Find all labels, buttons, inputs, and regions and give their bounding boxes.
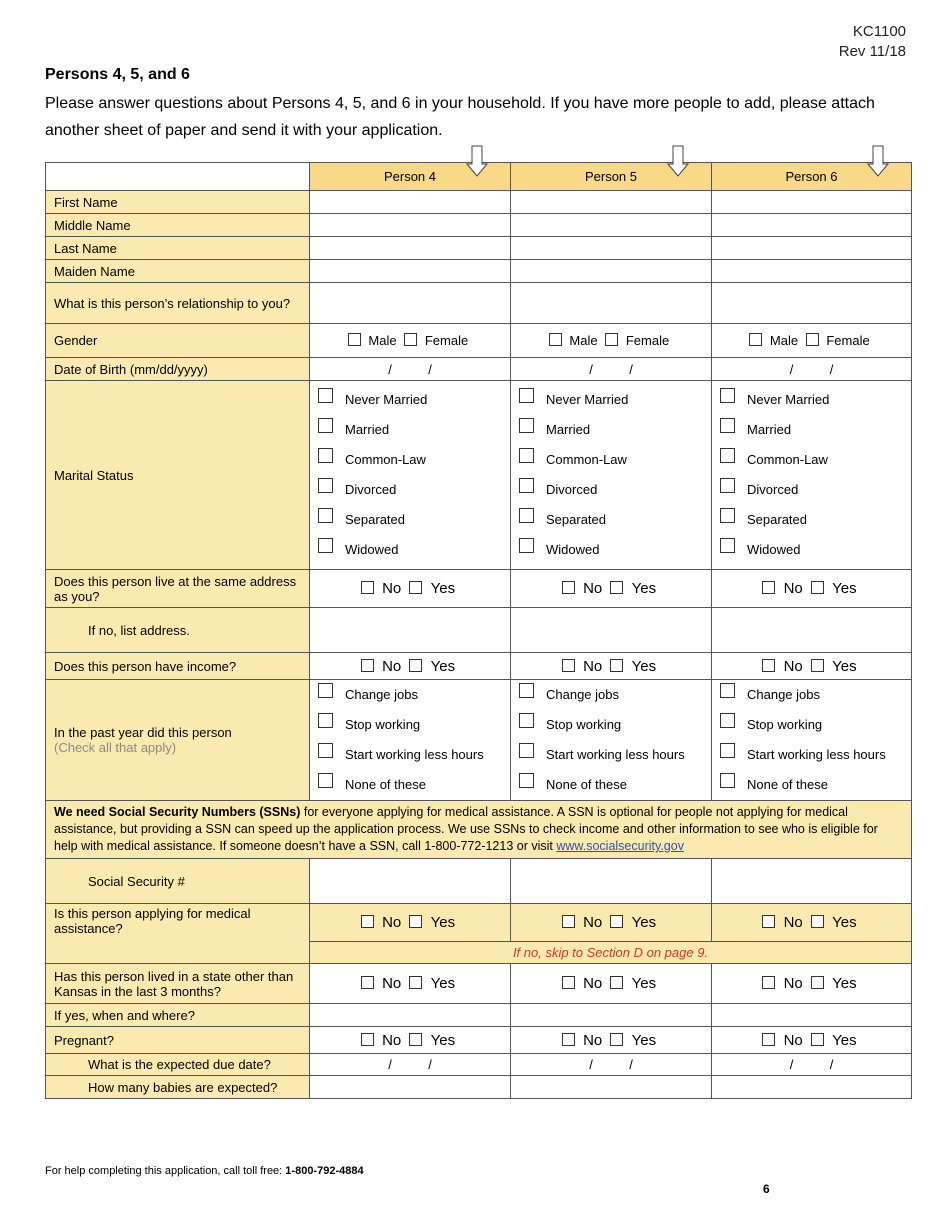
- footer-help: [45, 1165, 364, 1177]
- male-label: Male: [569, 333, 598, 348]
- common-law-label: Common-Law: [546, 452, 627, 467]
- column-header-person-4: [310, 163, 511, 191]
- never-married-checkbox[interactable]: [519, 388, 534, 403]
- down-arrow-icon: [667, 145, 689, 177]
- footer-phone: 1-800-792-4884: [285, 1165, 364, 1177]
- date-separator: /: [629, 1057, 633, 1072]
- widowed-label: Widowed: [345, 542, 399, 557]
- yes-label: Yes: [631, 657, 657, 675]
- same-address-row: [46, 570, 912, 608]
- female-label: Female: [424, 333, 469, 348]
- yes-checkbox[interactable]: [811, 659, 824, 672]
- yes-checkbox[interactable]: [811, 976, 824, 989]
- less-hours-label: Start working less hours: [345, 747, 484, 762]
- no-label: No: [583, 914, 603, 931]
- dob-field-person-4[interactable]: [310, 358, 511, 381]
- no-label: No: [583, 1031, 603, 1049]
- past-year-option: [318, 710, 502, 740]
- past-year-option: [720, 680, 903, 710]
- married-checkbox[interactable]: [519, 418, 534, 433]
- relationship-field-person-6[interactable]: [712, 283, 912, 324]
- other-state-row: [46, 964, 912, 1004]
- no-checkbox[interactable]: [762, 659, 775, 672]
- middle-name-field-person-6[interactable]: [712, 214, 912, 237]
- separated-checkbox[interactable]: [318, 508, 333, 523]
- ssn-field-person-5[interactable]: [511, 859, 712, 904]
- maiden-name-field-person-4[interactable]: [310, 260, 511, 283]
- marital-option: [318, 475, 502, 505]
- never-married-label: Never Married: [546, 392, 629, 407]
- yes-checkbox[interactable]: [610, 915, 623, 928]
- past-year-options-person-4: [310, 680, 511, 801]
- past-year-hint: (Check all that apply): [54, 740, 177, 755]
- down-arrow-icon: [867, 145, 889, 177]
- relationship-row: [46, 283, 912, 324]
- date-separator: /: [789, 1057, 794, 1072]
- ssn-field-person-6[interactable]: [712, 859, 912, 904]
- yes-checkbox[interactable]: [811, 581, 824, 594]
- none-of-these-label: None of these: [747, 777, 828, 792]
- yes-checkbox[interactable]: [610, 659, 623, 672]
- change-jobs-checkbox[interactable]: [720, 683, 735, 698]
- no-checkbox[interactable]: [361, 915, 374, 928]
- change-jobs-checkbox[interactable]: [519, 683, 534, 698]
- address-field-person-6[interactable]: [712, 608, 912, 653]
- no-label: No: [783, 657, 803, 675]
- none-of-these-checkbox[interactable]: [519, 773, 534, 788]
- no-label: No: [783, 975, 803, 992]
- marital-option: [519, 535, 703, 565]
- column-header-person-5: [511, 163, 712, 191]
- date-separator: /: [388, 1057, 392, 1072]
- stop-working-checkbox[interactable]: [318, 713, 333, 728]
- if-no-address-label: If no, list address.: [46, 608, 310, 653]
- maiden-name-field-person-5[interactable]: [511, 260, 712, 283]
- no-label: No: [382, 580, 402, 597]
- no-label: No: [783, 914, 803, 931]
- no-checkbox[interactable]: [562, 976, 575, 989]
- section-intro: Please answer questions about Persons 4, 5, and 6 in your household. If you have more people to add, please attach another sheet of paper and send it with your application.: [45, 95, 875, 139]
- same-address-label: Does this person live at the same address as you?: [46, 570, 310, 608]
- marital-option: [720, 535, 903, 565]
- last-name-row: [46, 237, 912, 260]
- past-year-label: [46, 680, 310, 801]
- common-law-checkbox[interactable]: [720, 448, 735, 463]
- female-checkbox[interactable]: [806, 333, 819, 346]
- male-checkbox[interactable]: [749, 333, 762, 346]
- female-label: Female: [826, 333, 870, 348]
- form-revision: Rev 11/18: [838, 43, 906, 60]
- change-jobs-label: Change jobs: [546, 687, 619, 702]
- skip-note: If no, skip to Section D on page 9.: [310, 942, 912, 964]
- yes-checkbox[interactable]: [409, 976, 422, 989]
- yes-checkbox[interactable]: [610, 581, 623, 594]
- common-law-label: Common-Law: [345, 452, 426, 467]
- maiden-name-row: [46, 260, 912, 283]
- pregnant-options-person-5: [511, 1027, 712, 1054]
- change-jobs-label: Change jobs: [345, 687, 418, 702]
- form-code: [839, 22, 906, 62]
- yes-checkbox[interactable]: [409, 1033, 422, 1046]
- married-checkbox[interactable]: [720, 418, 735, 433]
- due-date-field-person-5[interactable]: [511, 1054, 712, 1076]
- marital-status-row: [46, 381, 912, 570]
- separated-label: Separated: [345, 512, 405, 527]
- date-separator: /: [789, 361, 794, 377]
- less-hours-checkbox[interactable]: [720, 743, 735, 758]
- male-checkbox[interactable]: [549, 333, 562, 346]
- yes-label: Yes: [430, 580, 456, 597]
- when-where-label: If yes, when and where?: [46, 1004, 310, 1027]
- blank-header-cell: [46, 163, 310, 191]
- column-header-row: [46, 163, 912, 191]
- past-year-options-person-6: [712, 680, 912, 801]
- page-number: 6: [763, 1182, 770, 1196]
- never-married-checkbox[interactable]: [318, 388, 333, 403]
- applying-options-person-4: [310, 904, 511, 942]
- no-label: No: [583, 580, 603, 597]
- yes-checkbox[interactable]: [811, 915, 824, 928]
- marital-option: [318, 415, 502, 445]
- pregnant-row: [46, 1027, 912, 1054]
- yes-checkbox[interactable]: [409, 915, 422, 928]
- widowed-label: Widowed: [546, 542, 600, 557]
- marital-option: [318, 505, 502, 535]
- past-year-option: [318, 740, 502, 770]
- past-year-options-person-5: [511, 680, 712, 801]
- marital-option: [720, 445, 903, 475]
- dob-field-person-5[interactable]: [511, 358, 712, 381]
- due-date-row: [46, 1054, 912, 1076]
- last-name-label: Last Name: [46, 237, 310, 260]
- widowed-label: Widowed: [747, 542, 801, 557]
- income-row: [46, 653, 912, 680]
- middle-name-row: [46, 214, 912, 237]
- yes-label: Yes: [430, 975, 456, 992]
- no-checkbox[interactable]: [361, 581, 374, 594]
- marital-option: [519, 385, 703, 415]
- first-name-field-person-6[interactable]: [712, 191, 912, 214]
- middle-name-label: Middle Name: [46, 214, 310, 237]
- gender-row: [46, 324, 912, 358]
- change-jobs-label: Change jobs: [747, 687, 820, 702]
- past-year-option: [720, 740, 903, 770]
- ssn-notice: [46, 801, 912, 859]
- applying-options-person-6: [712, 904, 912, 942]
- dob-label: Date of Birth (mm/dd/yyyy): [46, 358, 310, 381]
- yes-label: Yes: [832, 914, 857, 931]
- date-separator: /: [589, 1057, 593, 1072]
- column-header-person-6: [712, 163, 912, 191]
- ssn-notice-bold: We need Social Security Numbers (SSNs): [54, 805, 301, 819]
- date-separator: /: [428, 361, 432, 377]
- male-label: Male: [368, 333, 397, 348]
- income-options-person-5: [511, 653, 712, 680]
- marital-option: [519, 475, 703, 505]
- no-label: No: [783, 580, 803, 597]
- yes-label: Yes: [832, 580, 857, 597]
- income-options-person-4: [310, 653, 511, 680]
- pregnant-options-person-4: [310, 1027, 511, 1054]
- stop-working-label: Stop working: [546, 717, 622, 732]
- widowed-checkbox[interactable]: [720, 538, 735, 553]
- babies-row: [46, 1076, 912, 1099]
- middle-name-field-person-4[interactable]: [310, 214, 511, 237]
- yes-label: Yes: [430, 657, 456, 675]
- socialsecurity-link[interactable]: www.socialsecurity.gov: [556, 839, 684, 853]
- no-checkbox[interactable]: [361, 1033, 374, 1046]
- marital-option: [720, 415, 903, 445]
- maiden-name-field-person-6[interactable]: [712, 260, 912, 283]
- marital-option: [519, 505, 703, 535]
- none-of-these-checkbox[interactable]: [318, 773, 333, 788]
- no-checkbox[interactable]: [762, 581, 775, 594]
- when-where-field-person-5[interactable]: [511, 1004, 712, 1027]
- past-year-row: [46, 680, 912, 801]
- divorced-label: Divorced: [345, 482, 397, 497]
- marital-option: [318, 445, 502, 475]
- none-of-these-label: None of these: [546, 777, 627, 792]
- marital-options-person-5: [511, 381, 712, 570]
- no-label: No: [382, 975, 402, 992]
- no-label: No: [583, 975, 603, 992]
- marital-option: [720, 385, 903, 415]
- no-label: No: [583, 657, 603, 675]
- never-married-label: Never Married: [747, 392, 830, 407]
- person-4-label: Person 4: [383, 169, 437, 184]
- stop-working-label: Stop working: [747, 717, 823, 732]
- yes-checkbox[interactable]: [610, 976, 623, 989]
- income-label: Does this person have income?: [46, 653, 310, 680]
- gender-options-person-5: [511, 324, 712, 358]
- first-name-row: [46, 191, 912, 214]
- ssn-notice-row: [46, 801, 912, 859]
- less-hours-checkbox[interactable]: [519, 743, 534, 758]
- married-label: Married: [747, 422, 792, 437]
- date-separator: /: [589, 361, 593, 377]
- less-hours-label: Start working less hours: [747, 747, 886, 762]
- ssn-notice-text: for everyone applying for medical assistance. A SSN is optional for people not applying for medical assistance, but providing a SSN can speed up the application process. We use SSNs to check income and other information to see who is eligible for help with medical assistance. If someone doesn’t have a SSN, call 1-800-772-1213 or visit: [54, 805, 878, 853]
- past-year-option: [720, 770, 903, 800]
- babies-field-person-5[interactable]: [511, 1076, 712, 1099]
- persons-form-table: [45, 162, 912, 1099]
- maiden-name-label: Maiden Name: [46, 260, 310, 283]
- no-checkbox[interactable]: [762, 915, 775, 928]
- no-checkbox[interactable]: [562, 581, 575, 594]
- common-law-checkbox[interactable]: [318, 448, 333, 463]
- past-year-option: [519, 680, 703, 710]
- marital-option: [519, 415, 703, 445]
- no-checkbox[interactable]: [762, 1033, 775, 1046]
- yes-label: Yes: [832, 1031, 857, 1049]
- marital-option: [318, 385, 502, 415]
- when-where-field-person-4[interactable]: [310, 1004, 511, 1027]
- marital-option: [519, 445, 703, 475]
- stop-working-checkbox[interactable]: [720, 713, 735, 728]
- when-where-row: [46, 1004, 912, 1027]
- last-name-field-person-5[interactable]: [511, 237, 712, 260]
- common-law-label: Common-Law: [747, 452, 828, 467]
- no-checkbox[interactable]: [562, 1033, 575, 1046]
- yes-label: Yes: [631, 1031, 657, 1049]
- divorced-checkbox[interactable]: [519, 478, 534, 493]
- date-separator: /: [629, 361, 633, 377]
- yes-checkbox[interactable]: [409, 581, 422, 594]
- yes-checkbox[interactable]: [811, 1033, 824, 1046]
- marital-status-label: Marital Status: [46, 381, 310, 570]
- last-name-field-person-6[interactable]: [712, 237, 912, 260]
- person-6-label: Person 6: [785, 169, 838, 184]
- marital-option: [318, 535, 502, 565]
- income-options-person-6: [712, 653, 912, 680]
- marital-option: [720, 505, 903, 535]
- gender-options-person-4: [310, 324, 511, 358]
- divorced-checkbox[interactable]: [720, 478, 735, 493]
- common-law-checkbox[interactable]: [519, 448, 534, 463]
- past-year-option: [519, 770, 703, 800]
- middle-name-field-person-5[interactable]: [511, 214, 712, 237]
- yes-label: Yes: [832, 975, 857, 992]
- other-state-label: Has this person lived in a state other than Kansas in the last 3 months?: [46, 964, 310, 1004]
- separated-label: Separated: [546, 512, 606, 527]
- pregnant-label: Pregnant?: [46, 1027, 310, 1054]
- no-label: No: [382, 914, 402, 931]
- none-of-these-checkbox[interactable]: [720, 773, 735, 788]
- married-label: Married: [345, 422, 390, 437]
- due-date-field-person-4[interactable]: [310, 1054, 511, 1076]
- no-label: No: [783, 1031, 803, 1049]
- past-year-option: [519, 740, 703, 770]
- down-arrow-icon: [466, 145, 488, 177]
- due-date-field-person-6[interactable]: [712, 1054, 912, 1076]
- yes-checkbox[interactable]: [409, 659, 422, 672]
- marital-options-person-4: [310, 381, 511, 570]
- divorced-label: Divorced: [747, 482, 799, 497]
- ssn-row: [46, 859, 912, 904]
- never-married-label: Never Married: [345, 392, 428, 407]
- female-checkbox[interactable]: [404, 333, 417, 346]
- stop-working-label: Stop working: [345, 717, 421, 732]
- no-checkbox[interactable]: [361, 976, 374, 989]
- address-row: [46, 608, 912, 653]
- separated-checkbox[interactable]: [519, 508, 534, 523]
- separated-checkbox[interactable]: [720, 508, 735, 523]
- due-date-label: What is the expected due date?: [46, 1054, 310, 1076]
- ssn-label: Social Security #: [46, 859, 310, 904]
- no-checkbox[interactable]: [361, 659, 374, 672]
- other-state-options-person-4: [310, 964, 511, 1004]
- form-id: KC1100: [852, 23, 906, 40]
- first-name-label: First Name: [46, 191, 310, 214]
- divorced-checkbox[interactable]: [318, 478, 333, 493]
- babies-field-person-6[interactable]: [712, 1076, 912, 1099]
- date-separator: /: [388, 361, 392, 377]
- same-address-options-person-6: [712, 570, 912, 608]
- when-where-field-person-6[interactable]: [712, 1004, 912, 1027]
- less-hours-checkbox[interactable]: [318, 743, 333, 758]
- no-label: No: [382, 1031, 402, 1049]
- babies-field-person-4[interactable]: [310, 1076, 511, 1099]
- yes-label: Yes: [631, 914, 657, 931]
- widowed-checkbox[interactable]: [318, 538, 333, 553]
- address-field-person-4[interactable]: [310, 608, 511, 653]
- applying-options-person-5: [511, 904, 712, 942]
- date-separator: /: [428, 1057, 432, 1072]
- stop-working-checkbox[interactable]: [519, 713, 534, 728]
- dob-field-person-6[interactable]: [712, 358, 912, 381]
- past-year-option: [318, 680, 502, 710]
- other-state-options-person-6: [712, 964, 912, 1004]
- past-year-question: In the past year did this person: [54, 725, 232, 740]
- past-year-option: [318, 770, 502, 800]
- past-year-option: [519, 710, 703, 740]
- applying-label: Is this person applying for medical assistance?: [46, 904, 310, 964]
- widowed-checkbox[interactable]: [519, 538, 534, 553]
- female-checkbox[interactable]: [605, 333, 618, 346]
- footer-help-text: For help completing this application, call toll free:: [45, 1165, 283, 1177]
- same-address-options-person-4: [310, 570, 511, 608]
- no-checkbox[interactable]: [762, 976, 775, 989]
- yes-checkbox[interactable]: [610, 1033, 623, 1046]
- same-address-options-person-5: [511, 570, 712, 608]
- relationship-field-person-5[interactable]: [511, 283, 712, 324]
- pregnant-options-person-6: [712, 1027, 912, 1054]
- no-checkbox[interactable]: [562, 915, 575, 928]
- babies-label: How many babies are expected?: [46, 1076, 310, 1099]
- yes-label: Yes: [430, 1031, 456, 1049]
- change-jobs-checkbox[interactable]: [318, 683, 333, 698]
- past-year-option: [720, 710, 903, 740]
- none-of-these-label: None of these: [345, 777, 426, 792]
- yes-label: Yes: [631, 580, 657, 597]
- no-checkbox[interactable]: [562, 659, 575, 672]
- married-checkbox[interactable]: [318, 418, 333, 433]
- relationship-label: What is this person’s relationship to you?: [46, 283, 310, 324]
- less-hours-label: Start working less hours: [546, 747, 685, 762]
- male-label: Male: [769, 333, 799, 348]
- never-married-checkbox[interactable]: [720, 388, 735, 403]
- relationship-field-person-4[interactable]: [310, 283, 511, 324]
- male-checkbox[interactable]: [348, 333, 361, 346]
- marital-option: [720, 475, 903, 505]
- female-label: Female: [625, 333, 670, 348]
- person-5-label: Person 5: [584, 169, 638, 184]
- yes-label: Yes: [430, 914, 456, 931]
- yes-label: Yes: [832, 657, 857, 675]
- separated-label: Separated: [747, 512, 807, 527]
- date-separator: /: [829, 1057, 834, 1072]
- address-field-person-5[interactable]: [511, 608, 712, 653]
- applying-row: [46, 904, 912, 942]
- ssn-field-person-4[interactable]: [310, 859, 511, 904]
- section-title: Persons 4, 5, and 6: [45, 66, 190, 83]
- dob-row: [46, 358, 912, 381]
- divorced-label: Divorced: [546, 482, 598, 497]
- married-label: Married: [546, 422, 591, 437]
- last-name-field-person-4[interactable]: [310, 237, 511, 260]
- date-separator: /: [829, 361, 834, 377]
- marital-options-person-6: [712, 381, 912, 570]
- gender-label: Gender: [46, 324, 310, 358]
- first-name-field-person-4[interactable]: [310, 191, 511, 214]
- yes-label: Yes: [631, 975, 657, 992]
- other-state-options-person-5: [511, 964, 712, 1004]
- first-name-field-person-5[interactable]: [511, 191, 712, 214]
- gender-options-person-6: [712, 324, 912, 358]
- no-label: No: [382, 657, 402, 675]
